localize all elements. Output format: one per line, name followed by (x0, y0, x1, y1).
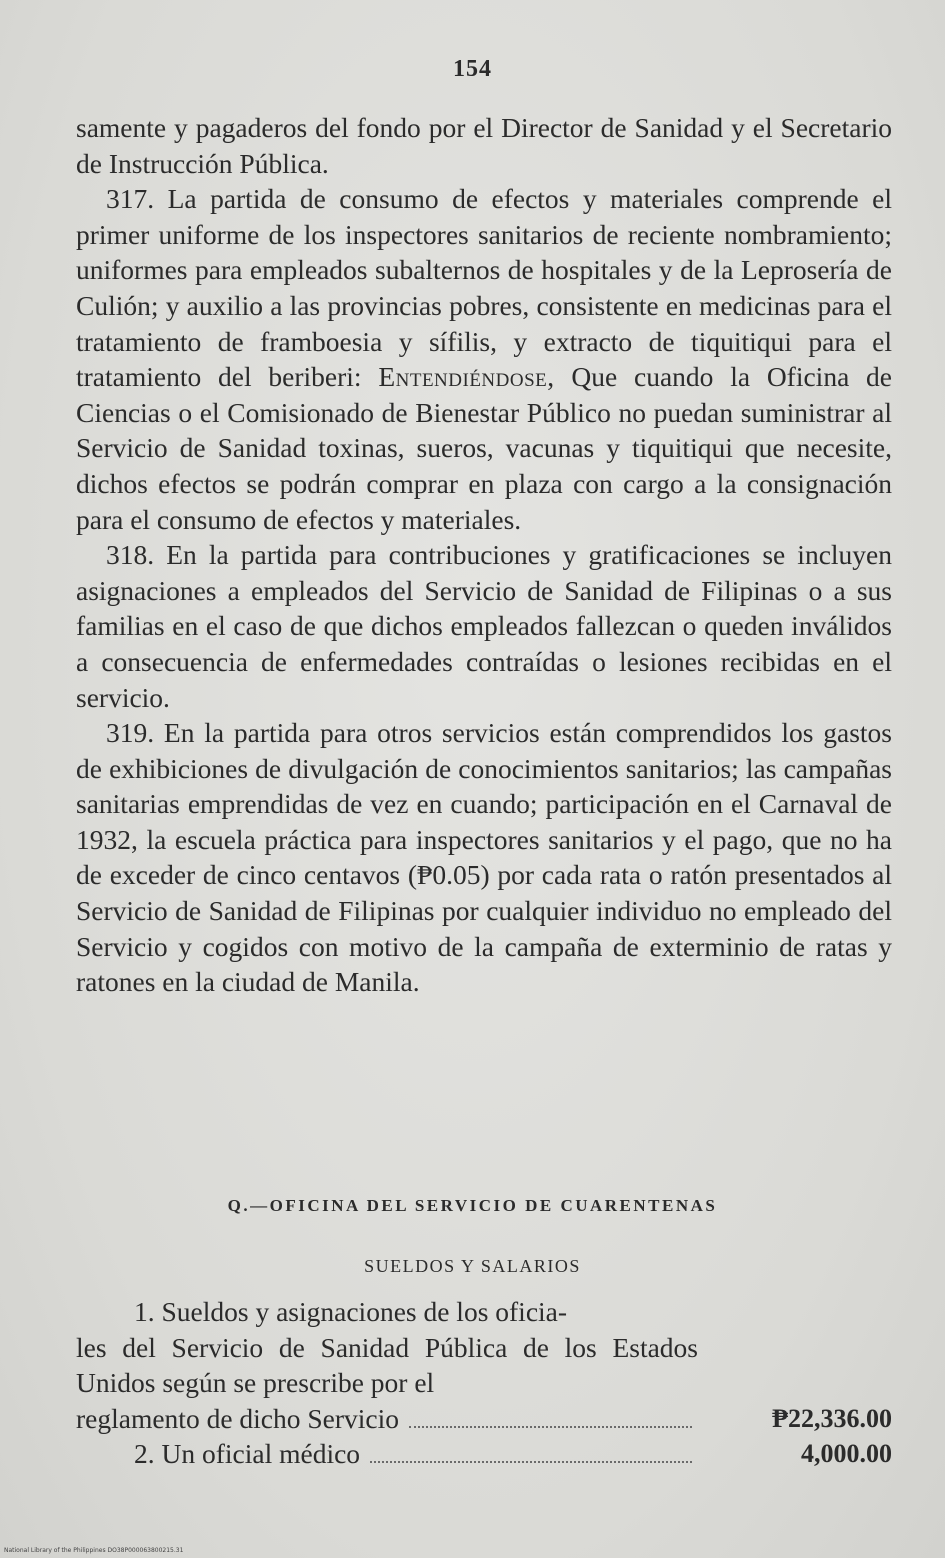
proviso-text: Que cuando la Oficina de Ciencias o el Comisionado de Bienestar Público no puedan suministrar al Servicio de Sanidad toxinas, sueros, vacunas y tiquitiqui que necesite, dichos efectos se podrán comprar en plaza con cargo a la consignación para el consumo de efectos y materiales. (76, 361, 893, 535)
salary-item-amount: 4,000.00 (801, 1439, 892, 1469)
scan-footer: National Library of the Philippines DO38P000063800215.31 (4, 1547, 184, 1554)
paragraph-319: 319. En la partida para otros servicios están comprendidos los gastos de exhibiciones de divulgación de conocimientos sanitarios; las campañas sanitarias emprendidas de vez en cuando; participación en el Carnaval de 1932, la escuela práctica para inspectores sanitarios y el pago, que no ha de exceder de cinco centavos (₱0.05) por cada rata o ratón presentados al Servicio de Sanidad de Filipinas por cualquier individuo no empleado del Servicio y cogidos con motivo de la campaña de exterminio de ratas y ratones en la ciudad de Manila. (76, 717, 892, 998)
salary-item-amount: ₱22,336.00 (772, 1403, 892, 1433)
salary-item-middle: les del Servicio de Sanidad Pública de los Estados Unidos según se prescribe por el (76, 1331, 698, 1399)
salary-item (76, 1436, 892, 1472)
salary-item (76, 1294, 892, 1436)
salary-item-leader (76, 1436, 698, 1472)
salary-items (76, 1294, 892, 1472)
paragraph-continuation: samente y pagaderos del fondo por el Director de Sanidad y el Secretario de Instrucción Pública. (76, 112, 892, 179)
salary-item-text (76, 1294, 698, 1436)
salary-item-last-line: 2. Un oficial médico (134, 1438, 361, 1470)
paragraph-317-text: 317. La partida de consumo de efectos y materiales comprende el primer uniforme de los inspectores sanitarios de reciente nombramiento; uniformes para empleados subalternos de hospitales y de la Leprosería de Culión; y auxilio a las provincias pobres, consistente en medicinas para el tratamiento de framboesia y sífilis, y extracto de tiquitiqui para el tratamiento del beriberi: (76, 183, 892, 393)
paragraph-317 (76, 181, 892, 537)
salary-item-text (76, 1436, 698, 1472)
dot-leader (370, 1461, 692, 1463)
subsection-title: SUELDOS Y SALARIOS (364, 1256, 581, 1276)
salary-item-last-line: reglamento de dicho Servicio (76, 1402, 400, 1434)
dot-leader (409, 1426, 692, 1428)
salary-item-leader (76, 1401, 698, 1437)
proviso-keyword: Entendiéndose, (378, 361, 555, 393)
salary-item-first-line: 1. Sueldos y asignaciones de los oficia- (134, 1296, 568, 1327)
page-number: 154 (453, 56, 492, 82)
section-title: Q.—OFICINA DEL SERVICIO DE CUARENTENAS (227, 1196, 718, 1215)
body-text (76, 110, 892, 1000)
paragraph-318: 318. En la partida para contribuciones y gratificaciones se incluyen asignaciones a empleados del Servicio de Sanidad de Filipinas o a sus familias en el caso de que dichos empleados fallezcan o queden inválidos a consecuencia de enfermedades contraídas o lesiones recibidas en el servicio. (76, 539, 892, 713)
